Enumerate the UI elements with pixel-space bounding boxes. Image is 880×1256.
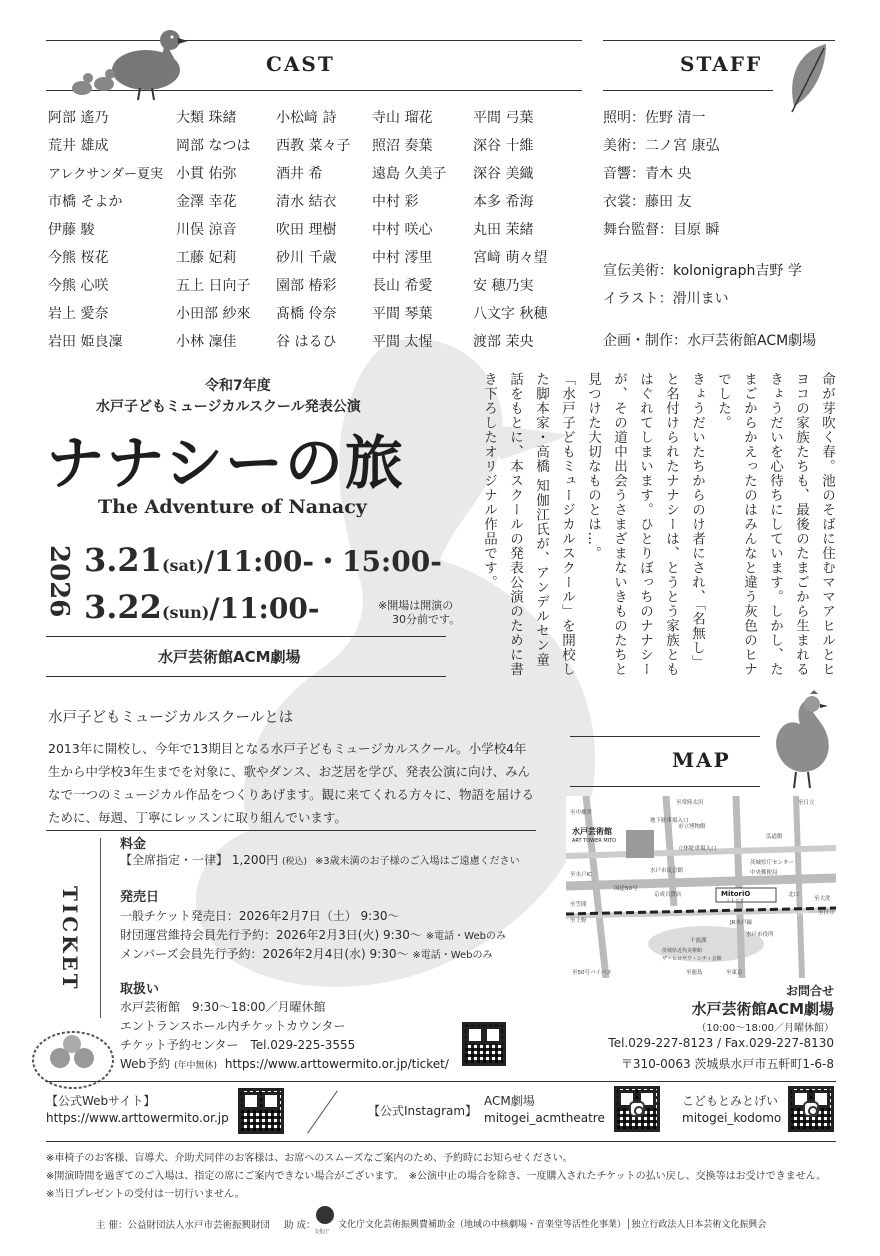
instagram-icon: [629, 1101, 645, 1117]
cast-name: 平間 弓葉: [473, 110, 534, 126]
staff-rule-bottom: [603, 90, 773, 91]
staff-illustration: イラスト：滑川まい: [603, 291, 729, 307]
cast-name: 園部 椿彩: [276, 278, 337, 294]
sale-members: [120, 945, 493, 962]
sale-foundation-text: 財団運営維持会員先行予約：2026年2月3日(火) 9:30～: [120, 928, 422, 942]
cast-name: 岩上 愛奈: [48, 306, 109, 322]
map-label: 市立博物館: [678, 824, 706, 830]
footer-support: 文化庁文化芸術振興費補助金（地域の中核劇場・音楽堂等活性化事業）│独立行政法人日本芸術文化振興会: [338, 1220, 767, 1230]
map-label: JR水戸線: [730, 920, 752, 926]
sale-foundation: [120, 926, 506, 943]
cast-name: 今熊 心咲: [48, 278, 109, 294]
handling-venue: 水戸芸術館 9:30～18:00／月曜休館: [120, 1000, 326, 1014]
cast-name: 小林 凜佳: [176, 334, 237, 350]
cast-name: 安 穂乃実: [473, 278, 534, 294]
note-line: ※当日プレゼントの受付は一切行いません。: [46, 1189, 245, 1200]
staff-stage-manager: 舞台監督：目原 瞬: [603, 222, 720, 238]
sale-foundation-note: ※電話・Webのみ: [425, 931, 506, 942]
cast-name: 金澤 幸花: [176, 194, 237, 210]
handling-phone: チケット予約センター Tel.029-225-3555: [120, 1038, 356, 1052]
cast-name: 吹田 理樹: [276, 222, 337, 238]
map-label: 至東京: [726, 970, 743, 976]
date-1-number: 3.21: [84, 541, 162, 579]
footer-support-label: 助 成：: [284, 1220, 316, 1231]
cast-name: 丸田 茉緒: [473, 222, 534, 238]
map-label: 北口: [788, 892, 800, 898]
story-line: きょうだいを心待ちにしています。しかし、た: [767, 372, 783, 677]
about-line: 2013年に開校し、今年で13期目となる水戸子どもミュージカルスクール。小学校4年: [48, 741, 527, 756]
open-note-line-2: 30分前です。: [392, 613, 461, 626]
map-label: 水戸芸術館: [572, 827, 612, 836]
map-label: ミトリオ: [726, 899, 744, 904]
website-link[interactable]: https://www.arttowermito.or.jp: [46, 1111, 229, 1125]
about-line: 生から中学校3年生までを対象に、歌やダンス、お芝居を学び、発表公演に向け、みん: [48, 764, 531, 779]
cast-name: 宮﨑 萌々望: [473, 250, 548, 266]
map-heading: MAP: [672, 748, 731, 772]
about-line: ために、毎週、丁寧にレッスンに取り組んでいます。: [48, 810, 347, 825]
cast-heading: CAST: [266, 52, 335, 76]
map-label: 京成百貨店: [654, 892, 682, 898]
map-label: 茨城県庁センター: [750, 860, 794, 866]
event-year: 2026: [44, 545, 74, 618]
date-2-times: /11:00-: [209, 592, 320, 625]
sale-members-note: ※電話・Webのみ: [412, 950, 493, 961]
map-label: 至日立: [798, 800, 815, 806]
map-rule-top: [570, 736, 760, 737]
cast-name: 八文字 秋穂: [473, 306, 548, 322]
price-tax: (税込): [282, 857, 308, 867]
date-2-number: 3.22: [84, 588, 162, 626]
website-qr-code[interactable]: [238, 1088, 284, 1134]
price-line: [120, 851, 520, 868]
duck-family-illustration: [60, 18, 190, 102]
cast-name: 伊藤 駿: [48, 222, 95, 238]
date-1-day: (sat): [161, 556, 204, 575]
cast-name: 岩田 姫良凜: [48, 334, 123, 350]
price-note: ※3歳未満のお子様のご入場はご遠慮ください: [314, 856, 520, 867]
cast-name: 酒井 希: [276, 166, 323, 182]
cast-name: 平間 琴葉: [372, 306, 433, 322]
note-line: ※開演時間を過ぎてのご入場は、指定の席にご案内できない場合がございます。 ※公演中止の場合を除き、一度購入されたチケットの払い戻し、交換等はお受けできません。: [46, 1171, 827, 1182]
cast-name: 平間 太惺: [372, 334, 433, 350]
map-label: 至常陸太田: [676, 800, 704, 806]
area-map: [566, 796, 836, 978]
story-line: た脚本家・高橋 知伽江氏が、アンデルセン童: [533, 372, 549, 668]
cast-name: 深谷 美織: [473, 166, 534, 182]
acm-instagram-handle[interactable]: mitogei_acmtheatre: [484, 1111, 605, 1125]
event-subtitle: 水戸子どもミュージカルスクール発表公演: [96, 399, 361, 415]
ticket-rule-top: [46, 830, 536, 831]
note-line: ※車椅子のお客様、盲導犬、介助犬同伴のお客様は、お席へのスムーズなご案内のため、予約時にお知らせください。: [46, 1153, 573, 1164]
story-line: と名付けられたナナシーは、とうとう家族とも: [663, 372, 679, 677]
map-label: ART TOWER MITO: [572, 838, 617, 844]
cast-name: 岡部 なつは: [176, 138, 251, 154]
map-rule-bottom: [570, 786, 760, 787]
sale-general: 一般チケット発売日：2026年2月7日（土） 9:30～: [120, 909, 400, 923]
ticket-qr-code[interactable]: [462, 1022, 506, 1066]
rooster-illustration: [760, 690, 844, 790]
kodomo-instagram-handle[interactable]: mitogei_kodomo: [682, 1111, 782, 1125]
venue-rule-top: [46, 636, 446, 637]
story-line: が、その道中出会うさまざまないきものたちと: [611, 372, 627, 677]
about-title: 水戸子どもミュージカルスクールとは: [48, 710, 294, 726]
kodomo-name: こどもとみとげい: [682, 1094, 779, 1108]
map-label: 弘道館: [766, 834, 783, 840]
ticket-url-link[interactable]: https://www.arttowermito.or.jp/ticket/: [224, 1057, 449, 1071]
cast-name: 中村 咲心: [372, 222, 433, 238]
cast-name: 工藤 妃莉: [176, 250, 237, 266]
map-label: 至中都宮: [570, 810, 593, 816]
cast-name: 砂川 千歳: [276, 250, 337, 266]
diagonal-divider: [307, 1090, 338, 1133]
handling-counter: エントランスホール内チケットカウンター: [120, 1019, 346, 1033]
story-line: き下ろしたオリジナル作品です。: [481, 372, 497, 590]
staff-sound: 音響：青木 央: [603, 166, 692, 182]
contact-hours: （10:00～18:00／月曜休館）: [696, 1023, 834, 1034]
staff-art: 美術：二ノ宮 康弘: [603, 138, 720, 154]
agency-logo-icon: [316, 1206, 334, 1224]
event-subtitle-year: 令和7年度: [205, 378, 271, 394]
map-label: MitoriO: [721, 890, 751, 898]
price-label: 料金: [120, 837, 147, 852]
contact-address: 〒310-0063 茨城県水戸市五軒町1-6-8: [620, 1057, 834, 1071]
story-line: でした。: [715, 372, 731, 430]
cast-name: 渡部 茉央: [473, 334, 534, 350]
staff-producer: 企画・制作：水戸芸術館ACM劇場: [603, 333, 817, 349]
cast-name: 清水 結衣: [276, 194, 337, 210]
staff-costume: 衣裳：藤田 友: [603, 194, 692, 210]
map-label: 地下駐車場入口: [650, 818, 689, 824]
cast-name: 市橋 そよか: [48, 194, 123, 210]
staff-promo-art: 宣伝美術：kolonigraph吉野 学: [603, 263, 802, 279]
date-2-day: (sun): [161, 603, 210, 622]
staff-heading: STAFF: [680, 52, 763, 76]
price-text: 【全席指定・一律】 1,200円: [120, 853, 279, 867]
story-line: はぐれてしまいます。ひとりぼっちのナナシー: [637, 372, 653, 677]
web-booking-hours: (年中無休): [174, 1061, 218, 1071]
contact-label: お問合せ: [785, 984, 834, 998]
map-label: 至鹿島: [686, 970, 703, 976]
story-line: 話をもとに、本スクールの発表公演のために書: [507, 372, 523, 677]
cast-name: 大類 珠緒: [176, 110, 237, 126]
cast-name: 小貫 佑弥: [176, 166, 237, 182]
map-label: ザ・ヒロサワ・シティ会館: [662, 956, 722, 962]
contact-name: 水戸芸術館ACM劇場: [691, 1000, 834, 1018]
map-label: 立体駐車場入口: [678, 846, 717, 852]
map-label: 至水戸IC: [570, 872, 592, 878]
cast-name: 髙橋 伶奈: [276, 306, 337, 322]
cast-name: 寺山 瑠花: [372, 110, 433, 126]
story-line: ヨコの家族たちも、最後のたまごから生まれる: [793, 372, 809, 677]
map-label: 国道50号: [614, 886, 638, 892]
story-line: きょうだいたちからのけ者にされ、「名無し」: [689, 372, 705, 670]
web-label: 【公式Webサイト】: [46, 1094, 156, 1108]
cast-name: 荒井 雄成: [48, 138, 109, 154]
instagram-icon: [803, 1101, 819, 1117]
handling-label: 取扱い: [120, 982, 160, 997]
map-label: 水戸駅: [792, 912, 809, 918]
open-note-line-1: ※開場は開演の: [378, 599, 454, 612]
cast-name: 深谷 十維: [473, 138, 534, 154]
map-label: 千波湖: [690, 938, 707, 944]
event-title: ナナシーの旅: [46, 429, 405, 497]
map-label: 至日立: [818, 910, 835, 916]
event-date-1: [84, 540, 442, 580]
cast-name: 西教 菜々子: [276, 138, 351, 154]
event-venue: 水戸芸術館ACM劇場: [158, 648, 301, 666]
cast-name: 阿部 遙乃: [48, 110, 109, 126]
venue-rule-bottom: [46, 676, 446, 677]
feather-icon: [786, 40, 832, 116]
cast-name: 本多 希海: [473, 194, 534, 210]
cast-name: 中村 澪里: [372, 250, 433, 266]
map-label: 至大洗: [814, 896, 831, 902]
footer-organizer: 主 催：公益財団法人水戸市芸術振興財団: [96, 1220, 271, 1231]
cast-name: 中村 彩: [372, 194, 419, 210]
cast-name: 長山 希愛: [372, 278, 433, 294]
web-booking-label: Web予約: [120, 1057, 171, 1071]
cast-name: アレクサンダー夏実: [48, 167, 164, 182]
web-booking: [120, 1055, 449, 1072]
map-label: 水戸市役所: [746, 932, 774, 938]
staff-lighting: 照明：佐野 清一: [603, 110, 706, 126]
cast-name: 小松﨑 詩: [276, 110, 337, 126]
event-title-english: The Adventure of Nanacy: [98, 496, 367, 518]
story-line: 見つけた大切なものとは…。: [585, 372, 601, 561]
cast-name: 遠島 久美子: [372, 166, 447, 182]
map-label: 水戸市民会館: [650, 868, 684, 874]
story-line: 「水戸子どもミュージカルスクール」を開校し: [559, 372, 575, 677]
cast-name: 五上 日向子: [176, 278, 251, 294]
map-label: 中央郵便局: [750, 870, 778, 876]
map-label: 至上野: [570, 918, 587, 924]
cast-name: 照沼 奏葉: [372, 138, 433, 154]
links-rule-top: [46, 1081, 836, 1082]
about-line: なで一つのミュージカル作品をつくりあげます。観に来てくれる方々に、物語を届ける: [48, 787, 535, 802]
map-label: 至笠間: [570, 902, 587, 908]
cast-name: 川俣 涼音: [176, 222, 237, 238]
notes-rule-top: [46, 1141, 836, 1142]
ticket-heading: TICKET: [58, 886, 82, 992]
date-1-times: /11:00-・15:00-: [203, 545, 442, 578]
agency-logo-text: 文化庁: [314, 1229, 330, 1235]
acm-name: ACM劇場: [484, 1094, 535, 1108]
map-label: 茨城県近代美術館: [662, 948, 703, 954]
contact-tel: Tel.029-227-8123 / Fax.029-227-8130: [608, 1036, 834, 1050]
sale-label: 発売日: [120, 890, 160, 905]
story-line: まごからかえったのはみんなと違う灰色のヒナ: [741, 372, 757, 677]
cast-name: 谷 はるひ: [276, 334, 337, 350]
story-line: 命が芽吹く春。池のそばに住むママアヒルとヒ: [819, 372, 835, 677]
instagram-label: 【公式Instagram】: [368, 1104, 478, 1118]
cast-name: 小田部 紗來: [176, 306, 251, 322]
event-date-2: [84, 588, 319, 626]
ticket-divider: [100, 838, 101, 1018]
map-label: 至50号バイパス: [572, 970, 612, 976]
sale-members-text: メンバーズ会員先行予約：2026年2月4日(水) 9:30～: [120, 947, 409, 961]
cast-name: 今熊 桜花: [48, 250, 109, 266]
